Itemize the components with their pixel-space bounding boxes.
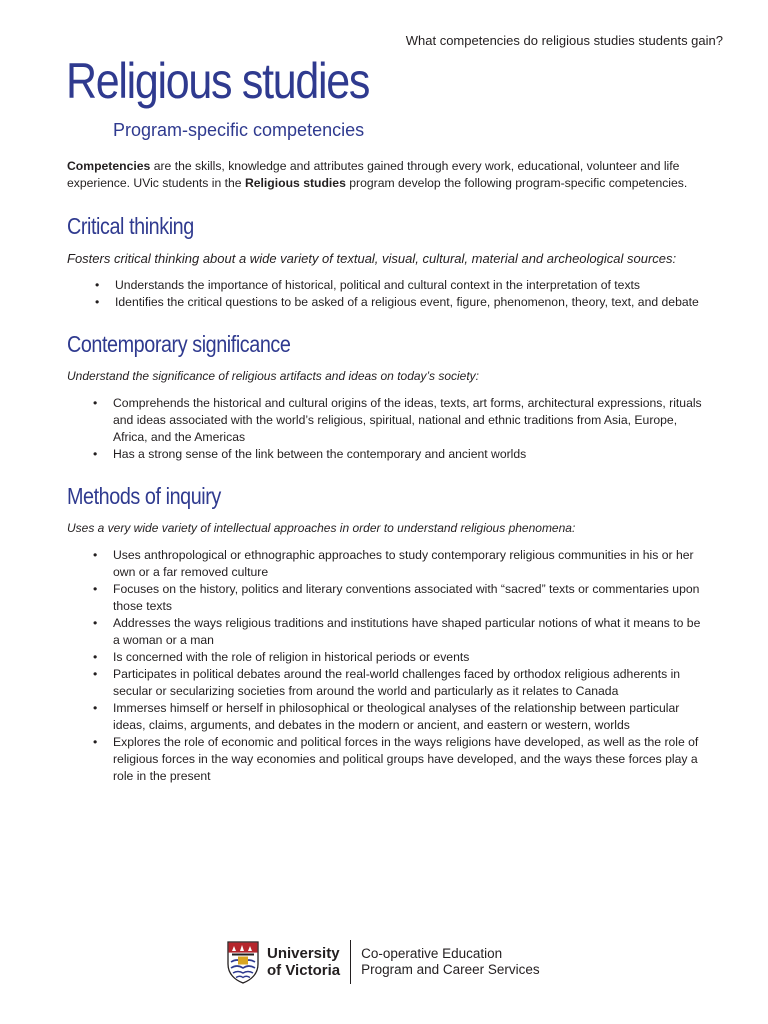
list-item: • Has a strong sense of the link between the contemporary and ancient worlds (93, 446, 707, 463)
list-item: • Addresses the ways religious traditions and institutions have shaped particular notions of what it means to be a woman or a man (93, 615, 707, 649)
intro-bold-term: Competencies (67, 159, 151, 173)
footer-logo (226, 938, 540, 986)
intro-text-1: are the skills, knowledge and attributes gained through every work, educational, volunteer and life experience. UVic students in the (67, 159, 680, 190)
section-title: Methods of inquiry (67, 483, 221, 509)
list-item: • Is concerned with the role of religion in historical periods or events (93, 649, 707, 666)
university-name-line2: of Victoria (267, 962, 341, 979)
list-item: • Comprehends the historical and cultural origins of the ideas, texts, art forms, architectural expressions, rituals and ideas associated with the world’s religious, spiritual, national and ethnic traditions from Asia, Europe, Africa, and the Americas (93, 395, 707, 446)
list-item: • Immerses himself or herself in philosophical or theological analyses of the relationship between particular ideas, claims, arguments, and debates in the modern or ancient, and eastern or western, worlds (93, 700, 707, 734)
header-question: What competencies do religious studies students gain? (405, 33, 723, 48)
section-contemporary-significance (67, 331, 707, 463)
office-name-line1: Co-operative Education (361, 946, 503, 961)
list-item: • Focuses on the history, politics and literary conventions associated with “sacred” texts or commentaries upon those texts (93, 581, 707, 615)
office-name (361, 946, 540, 978)
intro-paragraph (67, 158, 707, 191)
section-critical-thinking (67, 213, 707, 311)
bullet-list (67, 277, 707, 311)
university-name (267, 945, 340, 979)
section-description: Understand the significance of religious artifacts and ideas on today’s society: (67, 369, 480, 383)
office-name-line2: Program and Career Services (361, 962, 540, 977)
intro-program-name: Religious studies (244, 175, 346, 190)
intro-text-2: program develop the following program-specific competencies. (345, 175, 688, 190)
list-item: • Explores the role of economic and political forces in the ways religions have developed, as well as the role of religious forces in the way economies and political groups have developed, and the ways these forces play a role in the present (93, 734, 707, 785)
section-title: Contemporary significance (67, 331, 291, 357)
page-title: Religious studies (66, 53, 370, 109)
section-description: Fosters critical thinking about a wide variety of textual, visual, cultural, material and archeological sources: (67, 251, 677, 266)
list-item: • Participates in political debates around the real-world challenges faced by orthodox religious adherents in secular or secularizing societies from around the world and particularly as it relates to Canada (93, 666, 707, 700)
bullet-list (67, 547, 707, 785)
bullet-list (67, 395, 707, 463)
list-item: • Identifies the critical questions to be asked of a religious event, figure, phenomenon, theory, text, and debate (95, 294, 707, 311)
university-name-line1: University (267, 945, 340, 962)
list-item: • Uses anthropological or ethnographic approaches to study contemporary religious communities in his or her own or a far removed culture (93, 547, 707, 581)
uvic-crest-icon (226, 940, 260, 984)
list-item: • Understands the importance of historical, political and cultural context in the interpretation of texts (95, 277, 707, 294)
page-subtitle: Program-specific competencies (113, 120, 365, 140)
section-description: Uses a very wide variety of intellectual approaches in order to understand religious phenomena: (67, 521, 576, 535)
footer-divider (350, 940, 351, 984)
main-content (67, 158, 707, 805)
section-methods-of-inquiry (67, 483, 707, 785)
section-title: Critical thinking (67, 213, 194, 239)
